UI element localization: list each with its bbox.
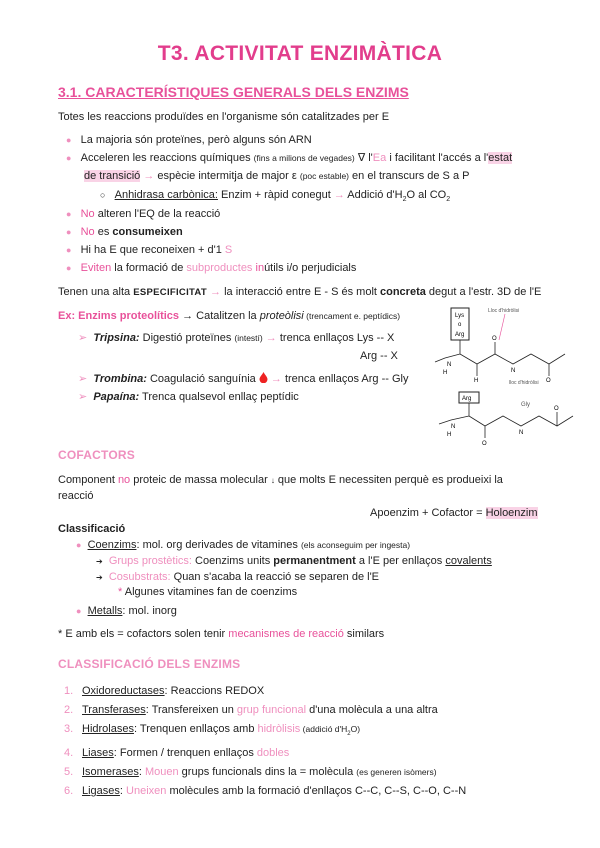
arrow-bullet-icon: ➢ <box>78 391 88 403</box>
page-title: T3. ACTIVITAT ENZIMÀTICA <box>157 42 443 65</box>
tripsina-text-b: trenca enllaços Lys -- X <box>276 332 395 344</box>
class-label: Transferases <box>82 704 146 716</box>
trombina-text: Coagulació sanguínia <box>146 373 259 385</box>
spec-text-b: la interacció entre E - S és molt <box>221 286 380 298</box>
list-number: 2. <box>64 704 74 716</box>
mecanismes-word: mecanismes de reacció <box>228 628 344 640</box>
class-text: : Transfereixen un <box>145 704 237 716</box>
specificity-line <box>58 285 541 300</box>
coenzims-note: (els aconseguim per ingesta) <box>300 540 411 550</box>
example-line <box>58 309 400 323</box>
subproductes-word: subproductes <box>186 262 253 274</box>
metalls-line <box>76 604 177 618</box>
eviten-word: Eviten <box>80 262 112 274</box>
bullet-1 <box>66 133 312 147</box>
bullet-4-text: es <box>94 226 113 238</box>
no-word: No <box>80 226 95 238</box>
cosubstrats-label: Cosubstrats: <box>108 571 171 583</box>
note-text-b: similars <box>343 628 385 640</box>
n-atom: N <box>447 362 452 368</box>
class-note: (addició d'H <box>300 724 348 734</box>
anhidrasa-text-3: O al CO <box>406 189 447 201</box>
list-number: 4. <box>64 747 74 760</box>
bullet-2-text: Acceleren les reaccions químiques <box>80 152 251 164</box>
class-text: : Reaccions REDOX <box>164 685 265 697</box>
no-word: no <box>117 474 131 486</box>
arrow-icon: → <box>265 332 277 344</box>
class-label: Ligases <box>82 785 120 798</box>
class-text: : <box>119 785 127 798</box>
decrease-symbol: ↓ <box>270 476 275 485</box>
arrow-icon: → <box>210 286 222 298</box>
in-prefix: in <box>255 262 265 274</box>
bullet-2-note-2: (poc estable) <box>299 171 349 181</box>
list-number: 5. <box>64 766 74 779</box>
trombina-line <box>78 372 408 386</box>
star-icon: * <box>118 586 123 598</box>
decrease-symbol: ∇ l' <box>357 152 373 164</box>
h-atom: H <box>447 432 452 438</box>
o-atom: O <box>492 336 497 342</box>
trombina-text-b: trenca enllaços Arg -- Gly <box>281 373 409 385</box>
specificitat-word: ESPECIFICITAT <box>133 287 207 298</box>
bullet-6-text: la formació de <box>111 262 187 274</box>
cofactors-heading: COFACTORS <box>58 448 135 462</box>
class-keyword: Uneixen <box>126 785 167 798</box>
class-label: Hidrolases <box>82 723 134 735</box>
bullet-2-text-d: en el transcurs de S a P <box>349 170 470 182</box>
cosubstrats-text: Quan s'acaba la reacció se separen de l'E <box>170 571 380 583</box>
arrow-icon: → <box>143 170 155 182</box>
permanentment-word: permanentment <box>273 555 356 567</box>
class-keyword: dobles <box>256 747 290 760</box>
equation-text: Apoenzim + Cofactor = <box>370 507 486 519</box>
cofactors-def-cont: reacció <box>58 490 94 502</box>
subscript: 2 <box>446 196 451 204</box>
papaina-text: Trenca qualsevol enllaç peptídic <box>139 391 299 403</box>
arrow-bullet-icon: ➔ <box>96 573 103 582</box>
peptide-diagram <box>425 300 585 450</box>
bullet-dot: ● <box>66 263 72 273</box>
coenzims-line <box>76 538 410 552</box>
sub-bullet-anhidrasa <box>100 188 450 207</box>
bullet-6-text-b: útils i/o perjudicials <box>264 262 357 274</box>
n-atom: N <box>451 424 456 430</box>
subscript: 2 <box>347 731 351 738</box>
note-text: * E amb els = cofactors solen tenir <box>58 628 229 640</box>
list-item <box>64 765 466 779</box>
cofactors-note <box>58 627 384 641</box>
bullet-2-text-c: espècie intermitja de major ε <box>154 170 297 182</box>
example-text: → Catalitzen la <box>179 310 260 322</box>
no-word: No <box>80 208 95 220</box>
bullet-2-cont <box>84 169 469 183</box>
bullet-2 <box>66 151 512 165</box>
bullet-4 <box>66 225 183 239</box>
grups-prostetics-label: Grups prostètics: <box>108 555 192 567</box>
spec-text: Tenen una alta <box>58 286 134 298</box>
o-atom: O <box>554 406 559 412</box>
list-item <box>64 703 466 717</box>
or-label: o <box>458 322 462 328</box>
arrow-bullet-icon: ➢ <box>78 373 88 385</box>
class-text: : Formen / trenquen enllaços <box>113 747 257 760</box>
class-keyword: grup funcional <box>236 704 307 716</box>
list-number: 1. <box>64 685 74 697</box>
bullet-dot: ● <box>66 153 72 163</box>
o-atom: O <box>546 378 551 384</box>
circle-bullet-icon: ○ <box>100 190 106 200</box>
class-text-b: grups funcionals dins la = molècula <box>178 766 357 779</box>
class-text: : <box>138 766 145 779</box>
holoenzim-highlight: Holoenzim <box>485 507 538 519</box>
bullet-2-note: (fins a milions de vegades) <box>253 153 355 163</box>
h-atom: H <box>443 370 448 376</box>
gp-text: Coenzims units <box>191 555 274 567</box>
hydrolysis-site-label: Lloc d'hidròlisi <box>488 308 520 314</box>
list-item <box>64 746 466 760</box>
arg-label: Arg <box>455 332 465 338</box>
list-item <box>64 684 466 698</box>
class-keyword: Mouen <box>144 766 179 779</box>
enzyme-class-list <box>64 684 466 803</box>
vitamins-text: Algunes vitamines fan de coenzims <box>122 586 298 598</box>
concreta-word: concreta <box>380 286 426 298</box>
bullet-dot: ● <box>76 606 82 616</box>
classification-heading: CLASSIFICACIÓ DELS ENZIMS <box>58 657 241 671</box>
papaina-label: Papaína: <box>93 391 140 403</box>
coenzims-label: Coenzims <box>87 539 137 551</box>
hydrolysis-site-label-2: lloc d'hidròlisi <box>509 380 539 386</box>
subscript: 2 <box>402 196 407 204</box>
transicio-highlight: de transició <box>84 170 141 182</box>
class-keyword: hidròlisis <box>257 723 301 735</box>
bullet-5-text: Hi ha E que reconeixen + d'1 <box>80 244 225 256</box>
class-note-end: O) <box>350 724 361 734</box>
class-label: Isomerases <box>82 766 139 779</box>
example-note: (trencament e. peptídics) <box>303 311 401 321</box>
ea-term: Ea <box>372 152 387 164</box>
class-text-b: molècules amb la formació d'enllaços C--C, C--S, C--O, C--N <box>166 785 467 798</box>
cofactors-text-c: que molts E necessiten perquè es produeixi la <box>274 474 503 486</box>
bullet-1-text: La majoria són proteïnes, però alguns són ARN <box>80 134 312 146</box>
classification-label: Classificació <box>58 523 126 535</box>
proteolisi-word: proteòlisi <box>259 310 304 322</box>
metalls-label: Metalls <box>87 605 123 617</box>
backbone-left <box>435 354 460 362</box>
n-atom: N <box>511 368 516 374</box>
gly-label: Gly <box>521 402 530 408</box>
arg-label-2: Arg <box>462 396 472 402</box>
n-atom: N <box>519 430 524 436</box>
spec-text-c: degut a l'estr. 3D de l'E <box>425 286 542 298</box>
estat-highlight: estat <box>488 152 513 164</box>
papaina-line <box>78 390 299 404</box>
list-item <box>64 722 466 741</box>
intro-text: Totes les reaccions produïdes en l'organisme són catalitzades per E <box>58 111 390 123</box>
class-note: (es generen isòmers) <box>356 767 437 778</box>
tripsina-line <box>78 331 394 345</box>
cofactors-text: Component <box>58 474 118 486</box>
example-label: Ex: Enzims proteolítics <box>58 310 180 322</box>
cofactors-text-b: proteic de massa molecular <box>130 474 271 486</box>
section-heading-characteristics: 3.1. CARACTERÍSTIQUES GENERALS DELS ENZIMS <box>58 84 409 100</box>
blood-drop-icon <box>259 372 268 383</box>
bullet-dot: ● <box>66 227 72 237</box>
bullet-6 <box>66 261 356 275</box>
cosubstrats-line <box>96 570 379 585</box>
tripsina-arg: Arg -- X <box>360 350 398 362</box>
class-text-b: d'una molècula a una altra <box>306 704 438 716</box>
arrow-icon: → <box>270 373 282 385</box>
s-term: S <box>224 244 233 256</box>
lys-label: Lys <box>455 313 465 319</box>
list-number: 3. <box>64 723 74 735</box>
backbone-line <box>460 340 565 364</box>
bullet-3 <box>66 207 220 221</box>
list-item <box>64 784 466 798</box>
grups-prostetics-line <box>96 554 492 569</box>
arrow-bullet-icon: ➢ <box>78 332 88 344</box>
holoenzim-equation <box>370 506 538 520</box>
metalls-text: : mol. inorg <box>122 605 177 617</box>
gp-text-b: a l'E per enllaços <box>355 555 446 567</box>
trombina-label: Trombina: <box>93 373 147 385</box>
bullet-dot: ● <box>76 540 82 550</box>
arrow-icon: → <box>333 189 345 201</box>
bullet-dot: ● <box>66 209 72 219</box>
tripsina-label: Tripsina: <box>93 332 140 344</box>
class-label: Oxidoreductases <box>82 685 165 697</box>
anhidrasa-text: Enzim + ràpid conegut <box>217 189 334 201</box>
tripsina-note: (intestí) <box>234 333 263 343</box>
class-label: Liases <box>82 747 114 760</box>
backbone-left-2 <box>439 416 469 424</box>
h-atom: H <box>474 378 479 384</box>
bullet-dot: ● <box>66 245 72 255</box>
o-atom: O <box>482 441 487 447</box>
list-number: 6. <box>64 785 74 798</box>
cofactors-def <box>58 473 503 488</box>
bullet-2-text-b: i facilitant l'accés a l' <box>386 152 489 164</box>
bullet-dot: ● <box>66 135 72 145</box>
bullet-3-text: alteren l'EQ de la reacció <box>94 208 221 220</box>
bullet-5 <box>66 243 232 257</box>
anhidrasa-label: Anhidrasa carbònica: <box>114 189 218 201</box>
pointer-line <box>499 314 505 340</box>
vitamins-note <box>118 585 297 599</box>
class-text: : Trenquen enllaços amb <box>133 723 258 735</box>
anhidrasa-text-2: Addició d'H <box>344 189 403 201</box>
arrow-bullet-icon: ➔ <box>96 557 103 566</box>
coenzims-text: : mol. org derivades de vitamines <box>136 539 301 551</box>
tripsina-text: Digestió proteïnes <box>139 332 235 344</box>
covalents-word: covalents <box>445 555 492 567</box>
consumeixen-word: consumeixen <box>112 226 183 238</box>
